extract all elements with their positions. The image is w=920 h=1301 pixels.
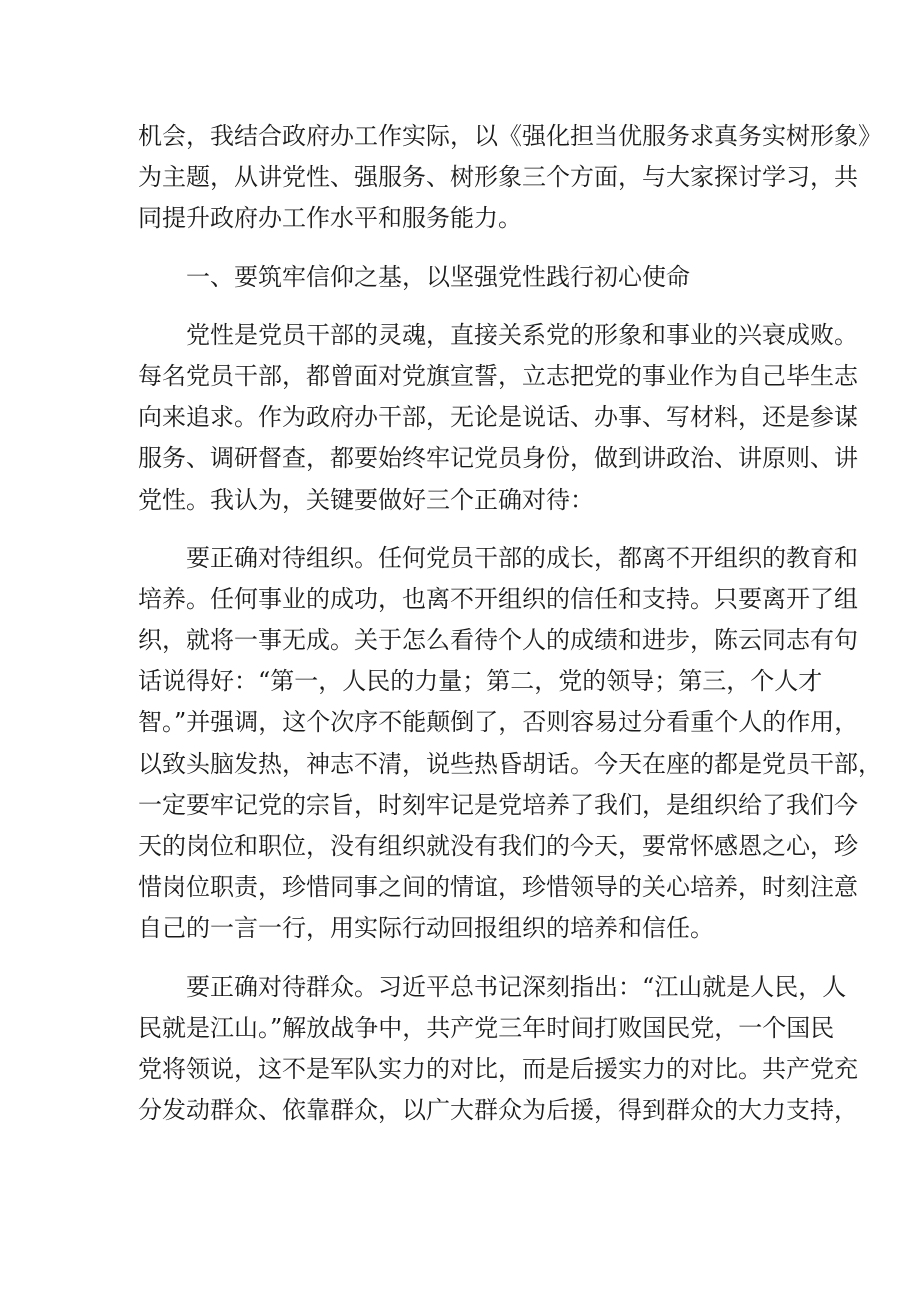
paragraph-p3 bbox=[138, 538, 882, 950]
text-line: 民就是江山。”解放战争中，共产党三年时间打败国民党，一个国民 bbox=[138, 1013, 835, 1042]
text-line: 一、要筑牢信仰之基，以坚强党性践行初心使命 bbox=[186, 262, 690, 291]
text-line: 要正确对待组织。任何党员干部的成长，都离不开组织的教育和 bbox=[186, 543, 858, 572]
text-line: 党性。我认为，关键要做好三个正确对待： bbox=[138, 485, 594, 514]
paragraph-p0 bbox=[138, 116, 882, 240]
document-body bbox=[138, 116, 882, 1131]
text-line: 培养。任何事业的成功，也离不开组织的信任和支持。只要离开了组 bbox=[138, 584, 858, 613]
text-line: 服务、调研督查，都要始终牢记党员身份，做到讲政治、讲原则、讲 bbox=[138, 444, 858, 473]
paragraph-p4 bbox=[138, 967, 858, 1132]
text-line: 织，就将一事无成。关于怎么看待个人的成绩和进步，陈云同志有句 bbox=[138, 626, 858, 655]
text-line: 一定要牢记党的宗旨，时刻牢记是党培养了我们，是组织给了我们今 bbox=[138, 790, 858, 819]
text-line: 为主题，从讲党性、强服务、树形象三个方面，与大家探讨学习，共 bbox=[138, 163, 858, 192]
text-line: 自己的一言一行，用实际行动回报组织的培养和信任。 bbox=[138, 914, 714, 943]
text-line: 同提升政府办工作水平和服务能力。 bbox=[138, 204, 522, 233]
text-line: 党将领说，这不是军队实力的对比，而是后援实力的对比。共产党充 bbox=[138, 1054, 858, 1083]
paragraph-p1 bbox=[138, 257, 786, 298]
text-line: 每名党员干部，都曾面对党旗宣誓，立志把党的事业作为自己毕生志 bbox=[138, 361, 858, 390]
paragraph-p2 bbox=[138, 315, 858, 521]
text-line: 机会，我结合政府办工作实际，以《强化担当优服务求真务实树形象》 bbox=[138, 122, 882, 150]
text-line: 惜岗位职责，珍惜同事之间的情谊，珍惜领导的关心培养，时刻注意 bbox=[138, 873, 858, 902]
text-line: 话说得好：“第一，人民的力量；第二，党的领导；第三，个人才 bbox=[138, 667, 823, 696]
text-line: 党性是党员干部的灵魂，直接关系党的形象和事业的兴衰成败。 bbox=[186, 320, 858, 349]
text-line: 智。”并强调，这个次序不能颠倒了，否则容易过分看重个人的作用， bbox=[138, 708, 859, 737]
text-line: 天的岗位和职位，没有组织就没有我们的今天，要常怀感恩之心，珍 bbox=[138, 832, 858, 860]
text-line: 要正确对待群众。习近平总书记深刻指出：“江山就是人民，人 bbox=[186, 972, 847, 1001]
text-line: 分发动群众、依靠群众，以广大群众为后援，得到群众的大力支持， bbox=[138, 1096, 858, 1125]
text-line: 向来追求。作为政府办干部，无论是说话、办事、写材料，还是参谋 bbox=[138, 403, 858, 432]
text-line: 以致头脑发热，神志不清，说些热昏胡话。今天在座的都是党员干部， bbox=[138, 749, 882, 778]
